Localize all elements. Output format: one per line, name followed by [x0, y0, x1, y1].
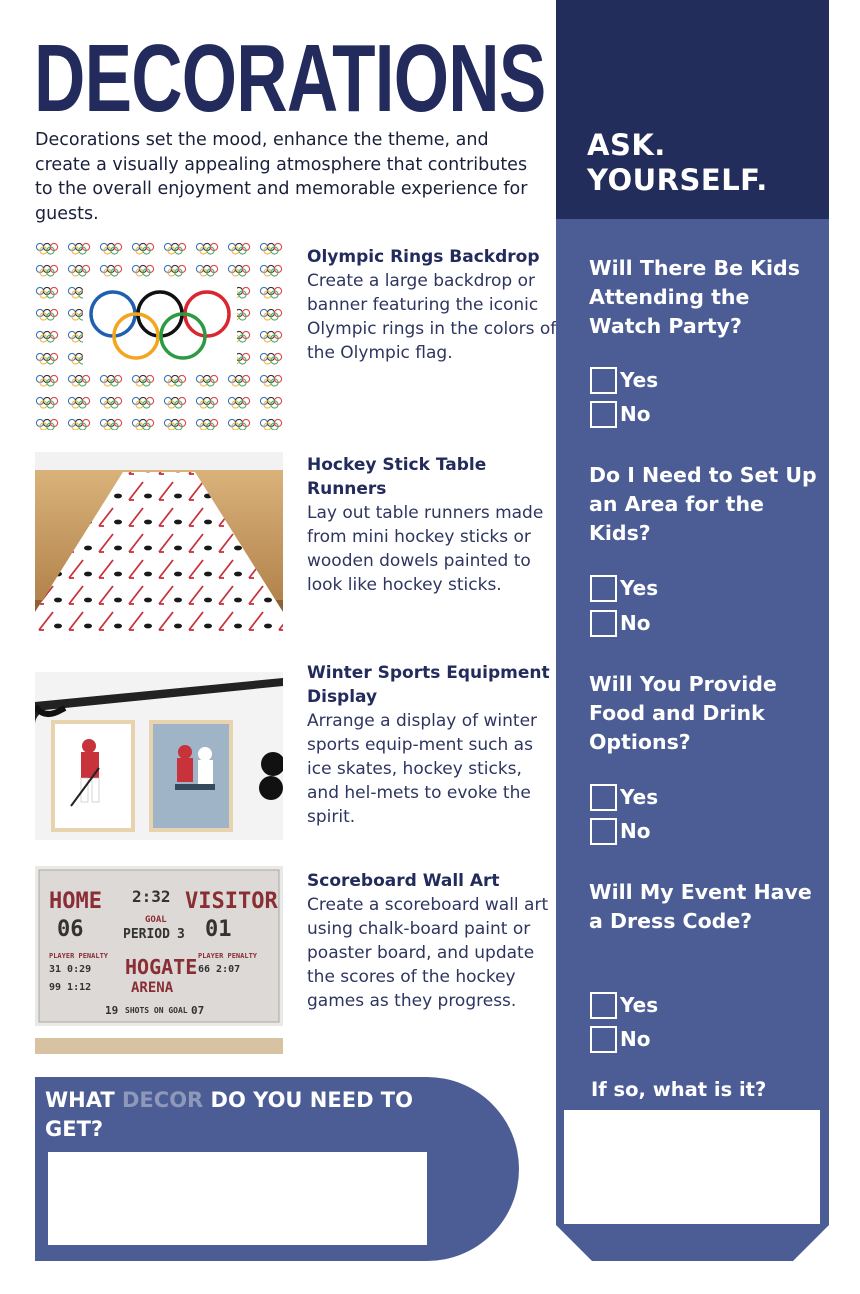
scoreboard-clock: 2:32 — [132, 887, 171, 906]
scoreboard-period-label: PERIOD — [123, 927, 170, 942]
question-dress-code: Will My Event Have a Dress Code? — [589, 880, 812, 933]
intro-paragraph: Decorations set the mood, enhance the theme, and create a visually appealing atmosphere that contributes to the overall enjoyment and memorable experience for guests. — [35, 130, 528, 224]
option-label: Yes — [620, 785, 659, 809]
item-description: Lay out table runners made from mini hockey sticks or wooden dowels painted to look like hockey sticks. — [307, 503, 544, 595]
item-title: Olympic Rings Backdrop — [307, 247, 540, 267]
scoreboard-right-penalty: PLAYER PENALTY — [198, 952, 258, 960]
option-yes[interactable] — [590, 573, 658, 603]
option-label: Yes — [620, 576, 659, 600]
option-no[interactable] — [590, 1024, 650, 1054]
scoreboard-home-score: 06 — [57, 917, 84, 942]
question-kids-area: Do I Need to Set Up an Area for the Kids? — [589, 463, 817, 545]
scoreboard-left-row2: 99 1:12 — [49, 982, 92, 993]
decor-highlight: DECOR — [122, 1088, 204, 1112]
option-no[interactable] — [590, 816, 650, 846]
option-label: No — [620, 819, 651, 843]
scoreboard-period: 3 — [177, 927, 185, 942]
item-equipment-display — [307, 661, 557, 829]
scoreboard-left-row1: 31 0:29 — [49, 964, 92, 975]
scoreboard-shots-label: SHOTS ON GOAL — [125, 1006, 188, 1015]
checkbox[interactable] — [590, 992, 617, 1019]
dress-code-followup: If so, what is it? — [591, 1078, 767, 1101]
item-scoreboard-art — [307, 869, 557, 1013]
table-runner-image — [35, 452, 283, 636]
olympic-rings-image — [35, 240, 283, 430]
item-description: Arrange a display of winter sports equip-ment such as ice skates, hockey sticks, and hel-mets to evoke the spirit. — [307, 711, 538, 827]
option-label: No — [620, 1027, 651, 1051]
checkbox[interactable] — [590, 1026, 617, 1053]
scoreboard-arena-line1: HOGATE — [125, 955, 198, 979]
scoreboard-arena-line2: ARENA — [131, 980, 174, 996]
scoreboard-visitor-shots: 07 — [191, 1004, 205, 1017]
scoreboard-image — [35, 866, 283, 1054]
scoreboard-home: HOME — [49, 889, 102, 914]
option-label: Yes — [620, 993, 659, 1017]
scoreboard-goal: GOAL — [145, 915, 167, 925]
option-yes[interactable] — [590, 782, 658, 812]
item-title: Winter Sports Equipment Display — [307, 663, 550, 707]
checkbox[interactable] — [590, 367, 617, 394]
sports-display-image — [35, 672, 283, 840]
option-label: No — [620, 611, 651, 635]
checkbox[interactable] — [590, 575, 617, 602]
decor-suffix: DO YOU NEED TO GET? — [45, 1088, 413, 1141]
item-olympic-rings — [307, 245, 557, 365]
page-title: DECORATIONS — [34, 25, 546, 132]
option-label: Yes — [620, 368, 659, 392]
scoreboard-visitor: VISITOR — [185, 889, 278, 914]
option-yes[interactable] — [590, 365, 658, 395]
item-description: Create a large backdrop or banner featuring the iconic Olympic rings in the colors of the Olympic flag. — [307, 271, 557, 363]
item-title: Scoreboard Wall Art — [307, 871, 500, 891]
checkbox[interactable] — [590, 784, 617, 811]
decor-prefix: WHAT — [45, 1088, 122, 1112]
question-food-drink: Will You Provide Food and Drink Options? — [589, 672, 777, 754]
item-table-runners — [307, 453, 557, 597]
decor-needed-answer-field[interactable] — [48, 1152, 427, 1245]
question-kids-attending: Will There Be Kids Attending the Watch Party? — [589, 256, 800, 338]
item-title: Hockey Stick Table Runners — [307, 455, 487, 499]
checkbox[interactable] — [590, 818, 617, 845]
scoreboard-right-row1: 66 2:07 — [198, 964, 241, 975]
decor-needed-question — [45, 1086, 465, 1144]
option-no[interactable] — [590, 399, 650, 429]
scoreboard-left-penalty: PLAYER PENALTY — [49, 952, 109, 960]
dress-code-answer-field[interactable] — [564, 1110, 820, 1224]
checkbox[interactable] — [590, 401, 617, 428]
option-no[interactable] — [590, 608, 650, 638]
option-label: No — [620, 402, 651, 426]
scoreboard-home-shots: 19 — [105, 1004, 119, 1017]
ask-yourself-heading: ASK. YOURSELF. — [587, 128, 768, 197]
item-description: Create a scoreboard wall art using chalk-board paint or poaster board, and update the scores of the hockey games as they progress. — [307, 895, 549, 1011]
checkbox[interactable] — [590, 610, 617, 637]
scoreboard-visitor-score: 01 — [205, 917, 232, 942]
option-yes[interactable] — [590, 990, 658, 1020]
